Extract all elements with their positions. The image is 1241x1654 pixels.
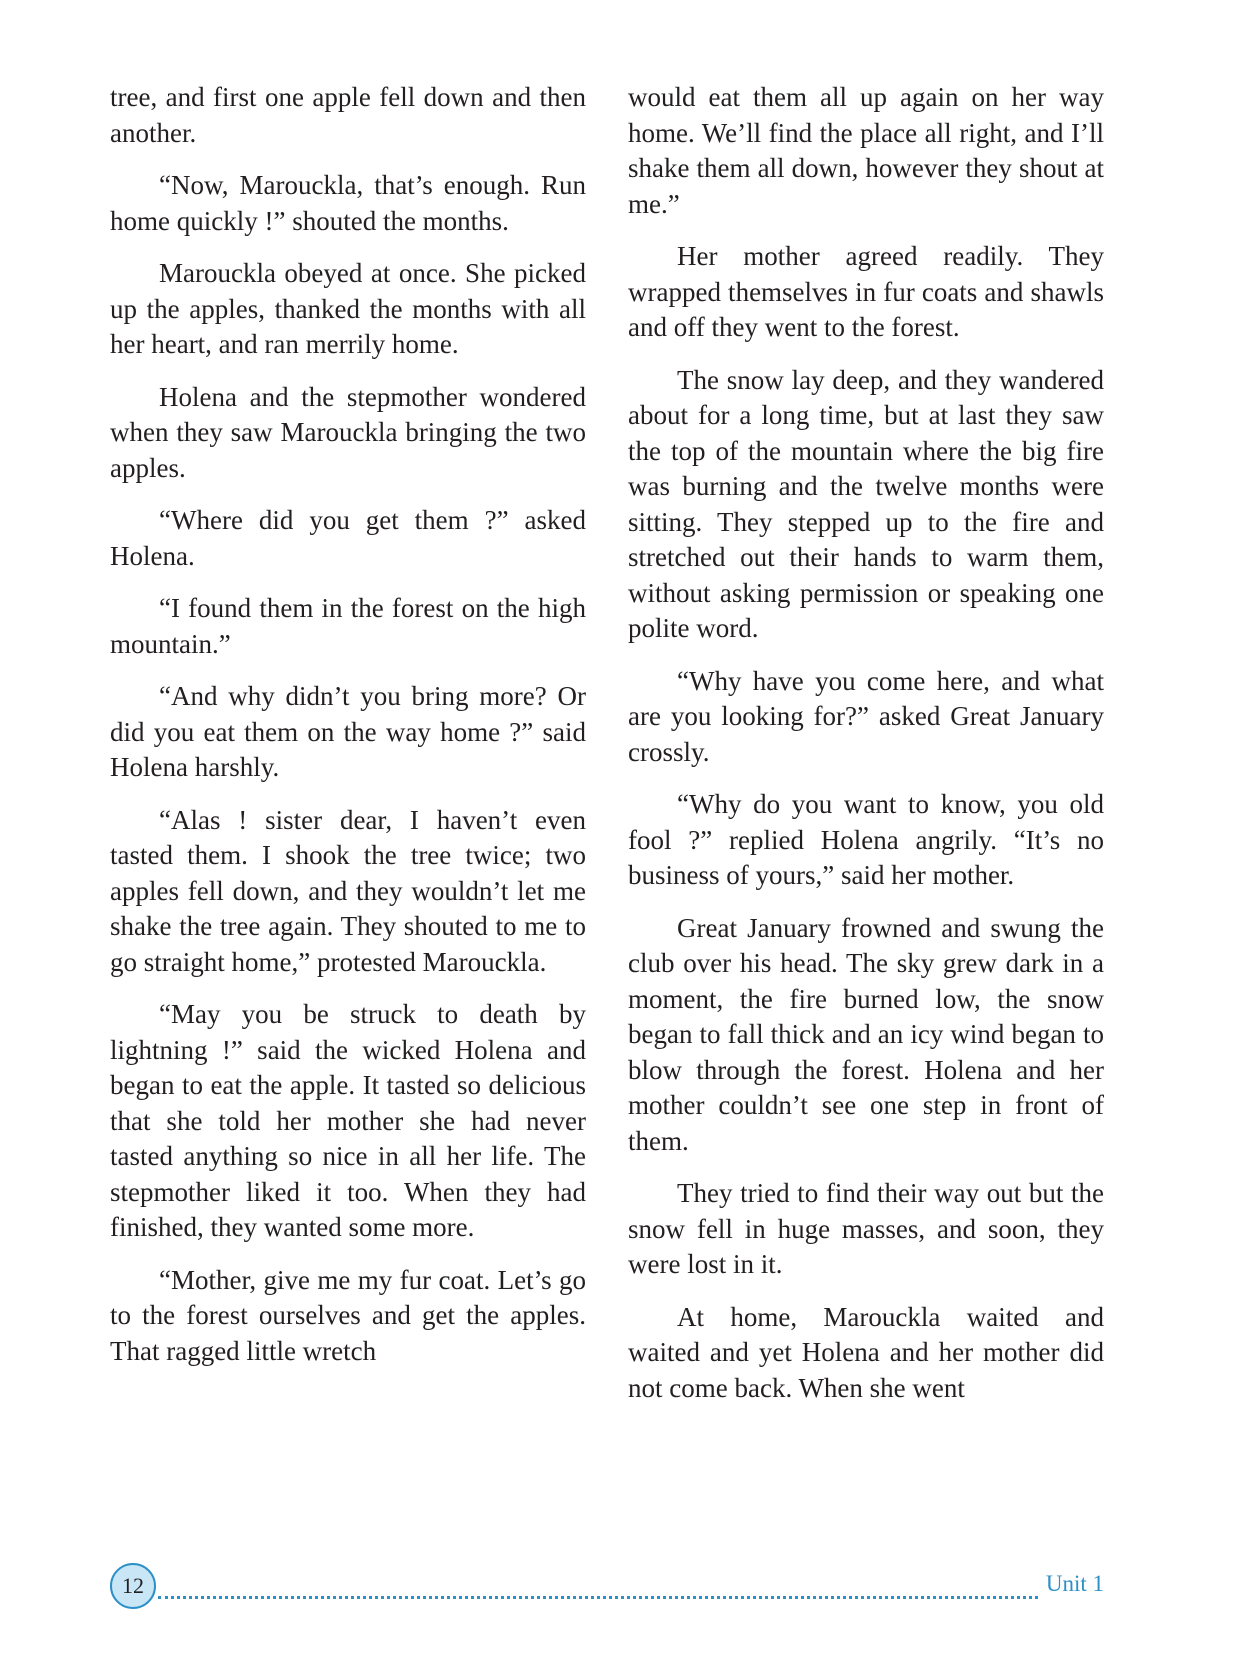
unit-label: Unit 1 (1045, 1571, 1104, 1596)
paragraph: Holena and the stepmother wondered when they saw Marouckla bringing the two apples. (110, 381, 586, 483)
paragraph: Marouckla obeyed at once. She picked up the apples, thanked the months with all her heart, and ran merrily home. (110, 258, 586, 359)
paragraph: They tried to find their way out but the snow fell in huge masses, and soon, they were lost in it. (628, 1178, 1104, 1279)
paragraph: “I found them in the forest on the high mountain.” (110, 593, 586, 659)
paragraph: Her mother agreed readily. They wrapped themselves in fur coats and shawls and off they went to the forest. (628, 241, 1104, 342)
paragraph: “Mother, give me my fur coat. Let’s go to the forest ourselves and get the apples. That ragged little wretch (110, 1264, 586, 1366)
paragraph: would eat them all up again on her way home. We’ll find the place all right, and I’ll shake them all down, however they shout at me.” (628, 82, 1104, 219)
dotted-divider (158, 1596, 1038, 1599)
paragraph: Great January frowned and swung the club over his head. The sky grew dark in a moment, the fire burned low, the snow began to fall thick and an icy wind began to blow through the forest. Holena and her mother couldn’t see one step in front of them. (628, 912, 1104, 1156)
paragraph: tree, and first one apple fell down and then another. (110, 82, 586, 148)
paragraph: “Alas ! sister dear, I haven’t even tasted them. I shook the tree twice; two apples fell down, and they wouldn’t let me shake the tree again. They shouted to me to go straight home,” protested Marouckla. (110, 804, 586, 977)
paragraph: The snow lay deep, and they wandered about for a long time, but at last they saw the top of the mountain where the big fire was burning and the twelve months were sitting. They stepped up to the fire and stretched out their hands to warm them, without asking permission or speaking one polite word. (628, 364, 1104, 643)
page-number-badge: 12 (110, 1563, 156, 1609)
paragraph: “May you be struck to death by lightning !” said the wicked Holena and began to eat the apple. It tasted so delicious that she told her mother she had never tasted anything so nice in all her life. The stepmother liked it too. When they had finished, they wanted some more. (110, 999, 586, 1242)
paragraph: “Why do you want to know, you old fool ?” replied Holena angrily. “It’s no business of yours,” said her mother. (628, 789, 1104, 890)
right-text-column (628, 80, 1104, 1423)
paragraph: “Now, Marouckla, that’s enough. Run home quickly !” shouted the months. (110, 170, 586, 236)
page-footer (110, 1563, 1104, 1607)
paragraph: At home, Marouckla waited and waited and yet Holena and her mother did not come back. When she went (628, 1301, 1104, 1403)
paragraph: “Why have you come here, and what are you looking for?” asked Great January crossly. (628, 665, 1104, 767)
paragraph: “And why didn’t you bring more? Or did you eat them on the way home ?” said Holena harshly. (110, 681, 586, 782)
left-text-column (110, 80, 586, 1386)
paragraph: “Where did you get them ?” asked Holena. (110, 505, 586, 571)
